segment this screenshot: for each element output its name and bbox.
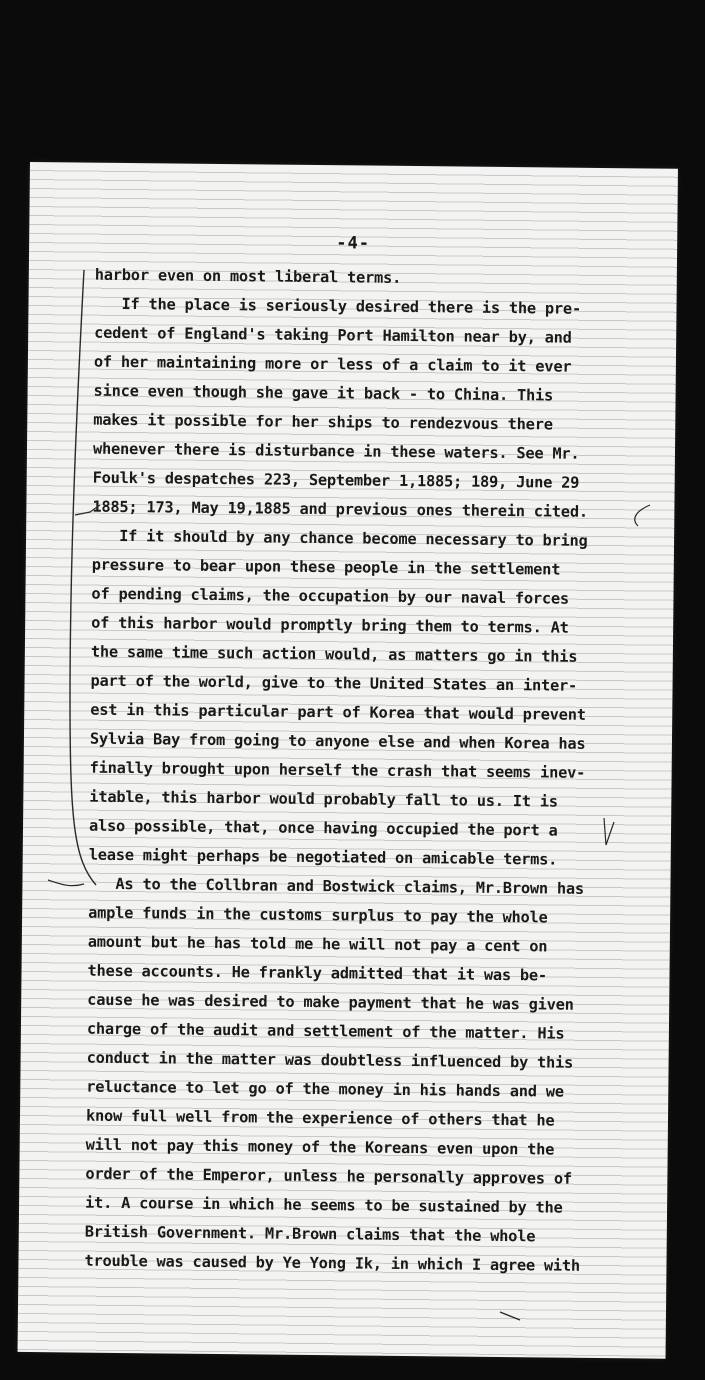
text-line: order of the Emperor, unless he personally approves of — [85, 1164, 572, 1188]
text-line: cause he was desired to make payment that he was given — [87, 990, 574, 1014]
text-line: charge of the audit and settlement of the matter. His — [86, 1019, 565, 1043]
text-line: est in this particular part of Korea that would prevent — [90, 700, 586, 724]
text-line: itable, this harbor would probably fall to us. It is — [89, 787, 558, 811]
typed-text-body — [84, 261, 675, 1282]
text-line: of pending claims, the occupation by our naval forces — [91, 584, 570, 608]
text-line: also possible, that, once having occupied the port a — [88, 816, 558, 840]
text-line: of this harbor would promptly bring them to terms. At — [91, 613, 569, 637]
text-line: British Government. Mr.Brown claims that the whole — [84, 1222, 536, 1246]
text-line: trouble was caused by Ye Yong Ik, in which I agree with — [84, 1251, 581, 1275]
text-line: the same time such action would, as matters go in this — [90, 642, 578, 666]
text-line: Sylvia Bay from going to anyone else and when Korea has — [89, 729, 586, 753]
typed-page — [18, 162, 678, 1359]
text-line: conduct in the matter was doubtless influenced by this — [86, 1048, 574, 1072]
text-line: these accounts. He frankly admitted that it was be- — [87, 961, 548, 985]
text-line: Foulk's despatches 223, September 1,1885; 189, June 29 — [92, 468, 580, 492]
text-line: cedent of England's taking Port Hamilton near by, and — [94, 323, 572, 347]
text-line: finally brought upon herself the crash that seems inev- — [89, 758, 586, 782]
text-line: amount but he has told me he will not pay a cent on — [87, 932, 548, 956]
text-line: pressure to bear upon these people in the settlement — [91, 555, 561, 579]
text-line: part of the world, give to the United States an inter- — [90, 671, 578, 695]
text-line: reluctance to let go of the money in his hands and we — [86, 1077, 564, 1101]
text-line: ample funds in the customs surplus to pay the whole — [88, 903, 548, 927]
text-line: will not pay this money of the Koreans even upon the — [85, 1135, 555, 1159]
text-line: harbor even on most liberal terms. — [94, 265, 402, 287]
text-line: know full well from the experience of others that he — [85, 1106, 555, 1130]
text-line: lease might perhaps be negotiated on amicable terms. — [88, 845, 558, 869]
text-line: As to the Collbran and Bostwick claims, Mr.Brown has — [88, 874, 585, 898]
text-line: of her maintaining more or less of a claim to it ever — [93, 352, 572, 376]
text-line: it. A course in which he seems to be sustained by the — [85, 1193, 563, 1217]
text-line: whenever there is disturbance in these waters. See Mr. — [92, 439, 580, 463]
text-line: If the place is seriously desired there is the pre- — [94, 294, 582, 318]
text-line: 1885; 173, May 19,1885 and previous ones therein cited. — [92, 497, 588, 521]
text-line: If it should by any chance become necessary to bring — [91, 526, 588, 550]
text-line: since even though she gave it back - to China. This — [93, 381, 554, 405]
text-line: makes it possible for her ships to rendezvous there — [93, 410, 553, 434]
page-number: -4- — [336, 233, 371, 254]
